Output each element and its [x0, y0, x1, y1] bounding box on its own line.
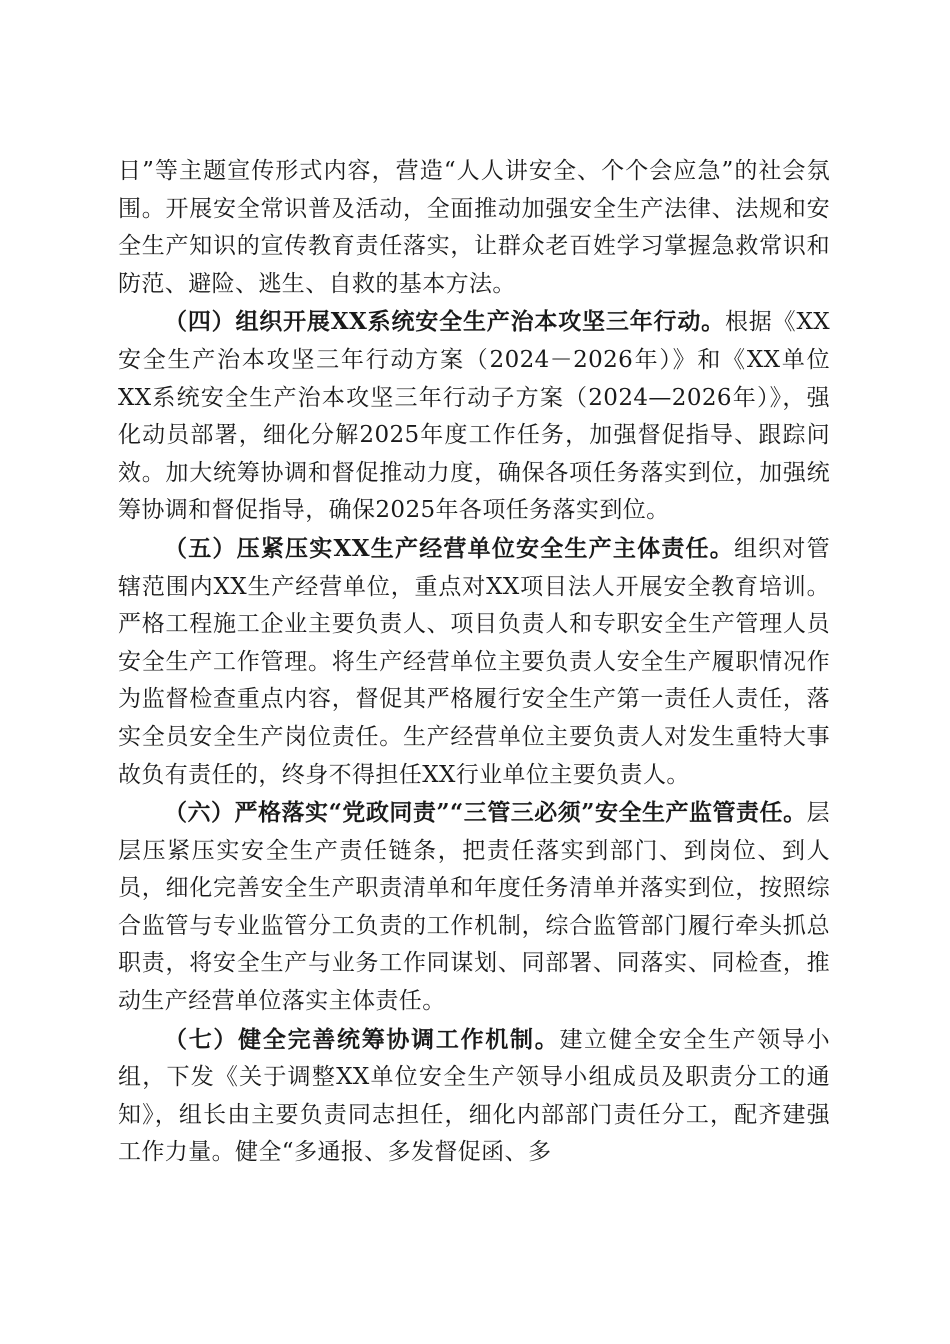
paragraph-2-text: 根据《XX安全生产治本攻坚三年行动方案（2024－2026年）》和《XX单位XX系统安全生产治本攻坚三年行动子方案（2024—2026年）》，强化动员部署，细化分解2025年度工作任务，加强督促指导、跟踪问效。加大统筹协调和督促推动力度，确保各项任务落实到位，加强统筹协调和督促指导，确保2025年各项任务落实到位。	[118, 309, 830, 524]
paragraph-1	[118, 152, 830, 303]
document-body	[118, 152, 830, 1172]
paragraph-4	[118, 794, 830, 1021]
paragraph-5-heading: （七）健全完善统筹协调工作机制。	[164, 1025, 560, 1053]
paragraph-2-heading: （四）组织开展XX系统安全生产治本攻坚三年行动。	[164, 308, 725, 336]
paragraph-3-heading: （五）压紧压实XX生产经营单位安全生产主体责任。	[164, 534, 734, 562]
paragraph-5-text: 建立健全安全生产领导小组，下发《关于调整XX单位安全生产领导小组成员及职责分工的通知》，组长由主要负责同志担任，细化内部部门责任分工，配齐建强工作力量。健全“多通报、多发督促函、多	[118, 1026, 831, 1166]
paragraph-4-heading: （六）严格落实“党政同责”“三管三必须”安全生产监管责任。	[164, 799, 807, 827]
paragraph-4-text: 层层压紧压实安全生产责任链条，把责任落实到部门、到岗位、到人员，细化完善安全生产职责清单和年度任务清单并落实到位，按照综合监管与专业监管分工负责的工作机制，综合监管部门履行牵头抓总职责，将安全生产与业务工作同谋划、同部署、同落实、同检查，推动生产经营单位落实主体责任。	[118, 800, 830, 1015]
paragraph-3-text: 组织对管辖范围内XX生产经营单位，重点对XX项目法人开展安全教育培训。严格工程施工企业主要负责人、项目负责人和专职安全生产管理人员安全生产工作管理。将生产经营单位主要负责人安全生产履职情况作为监督检查重点内容，督促其严格履行安全生产第一责任人责任，落实全员安全生产岗位责任。生产经营单位主要负责人对发生重特大事故负有责任的，终身不得担任XX行业单位主要负责人。	[118, 535, 830, 788]
paragraph-3	[118, 530, 830, 794]
paragraph-1-text: 日”等主题宣传形式内容，营造“人人讲安全、个个会应急”的社会氛围。开展安全常识普及活动，全面推动加强安全生产法律、法规和安全生产知识的宣传教育责任落实，让群众老百姓学习掌握急救常识和防范、避险、逃生、自救的基本方法。	[118, 158, 830, 297]
paragraph-5	[118, 1021, 830, 1172]
paragraph-2	[118, 303, 830, 530]
